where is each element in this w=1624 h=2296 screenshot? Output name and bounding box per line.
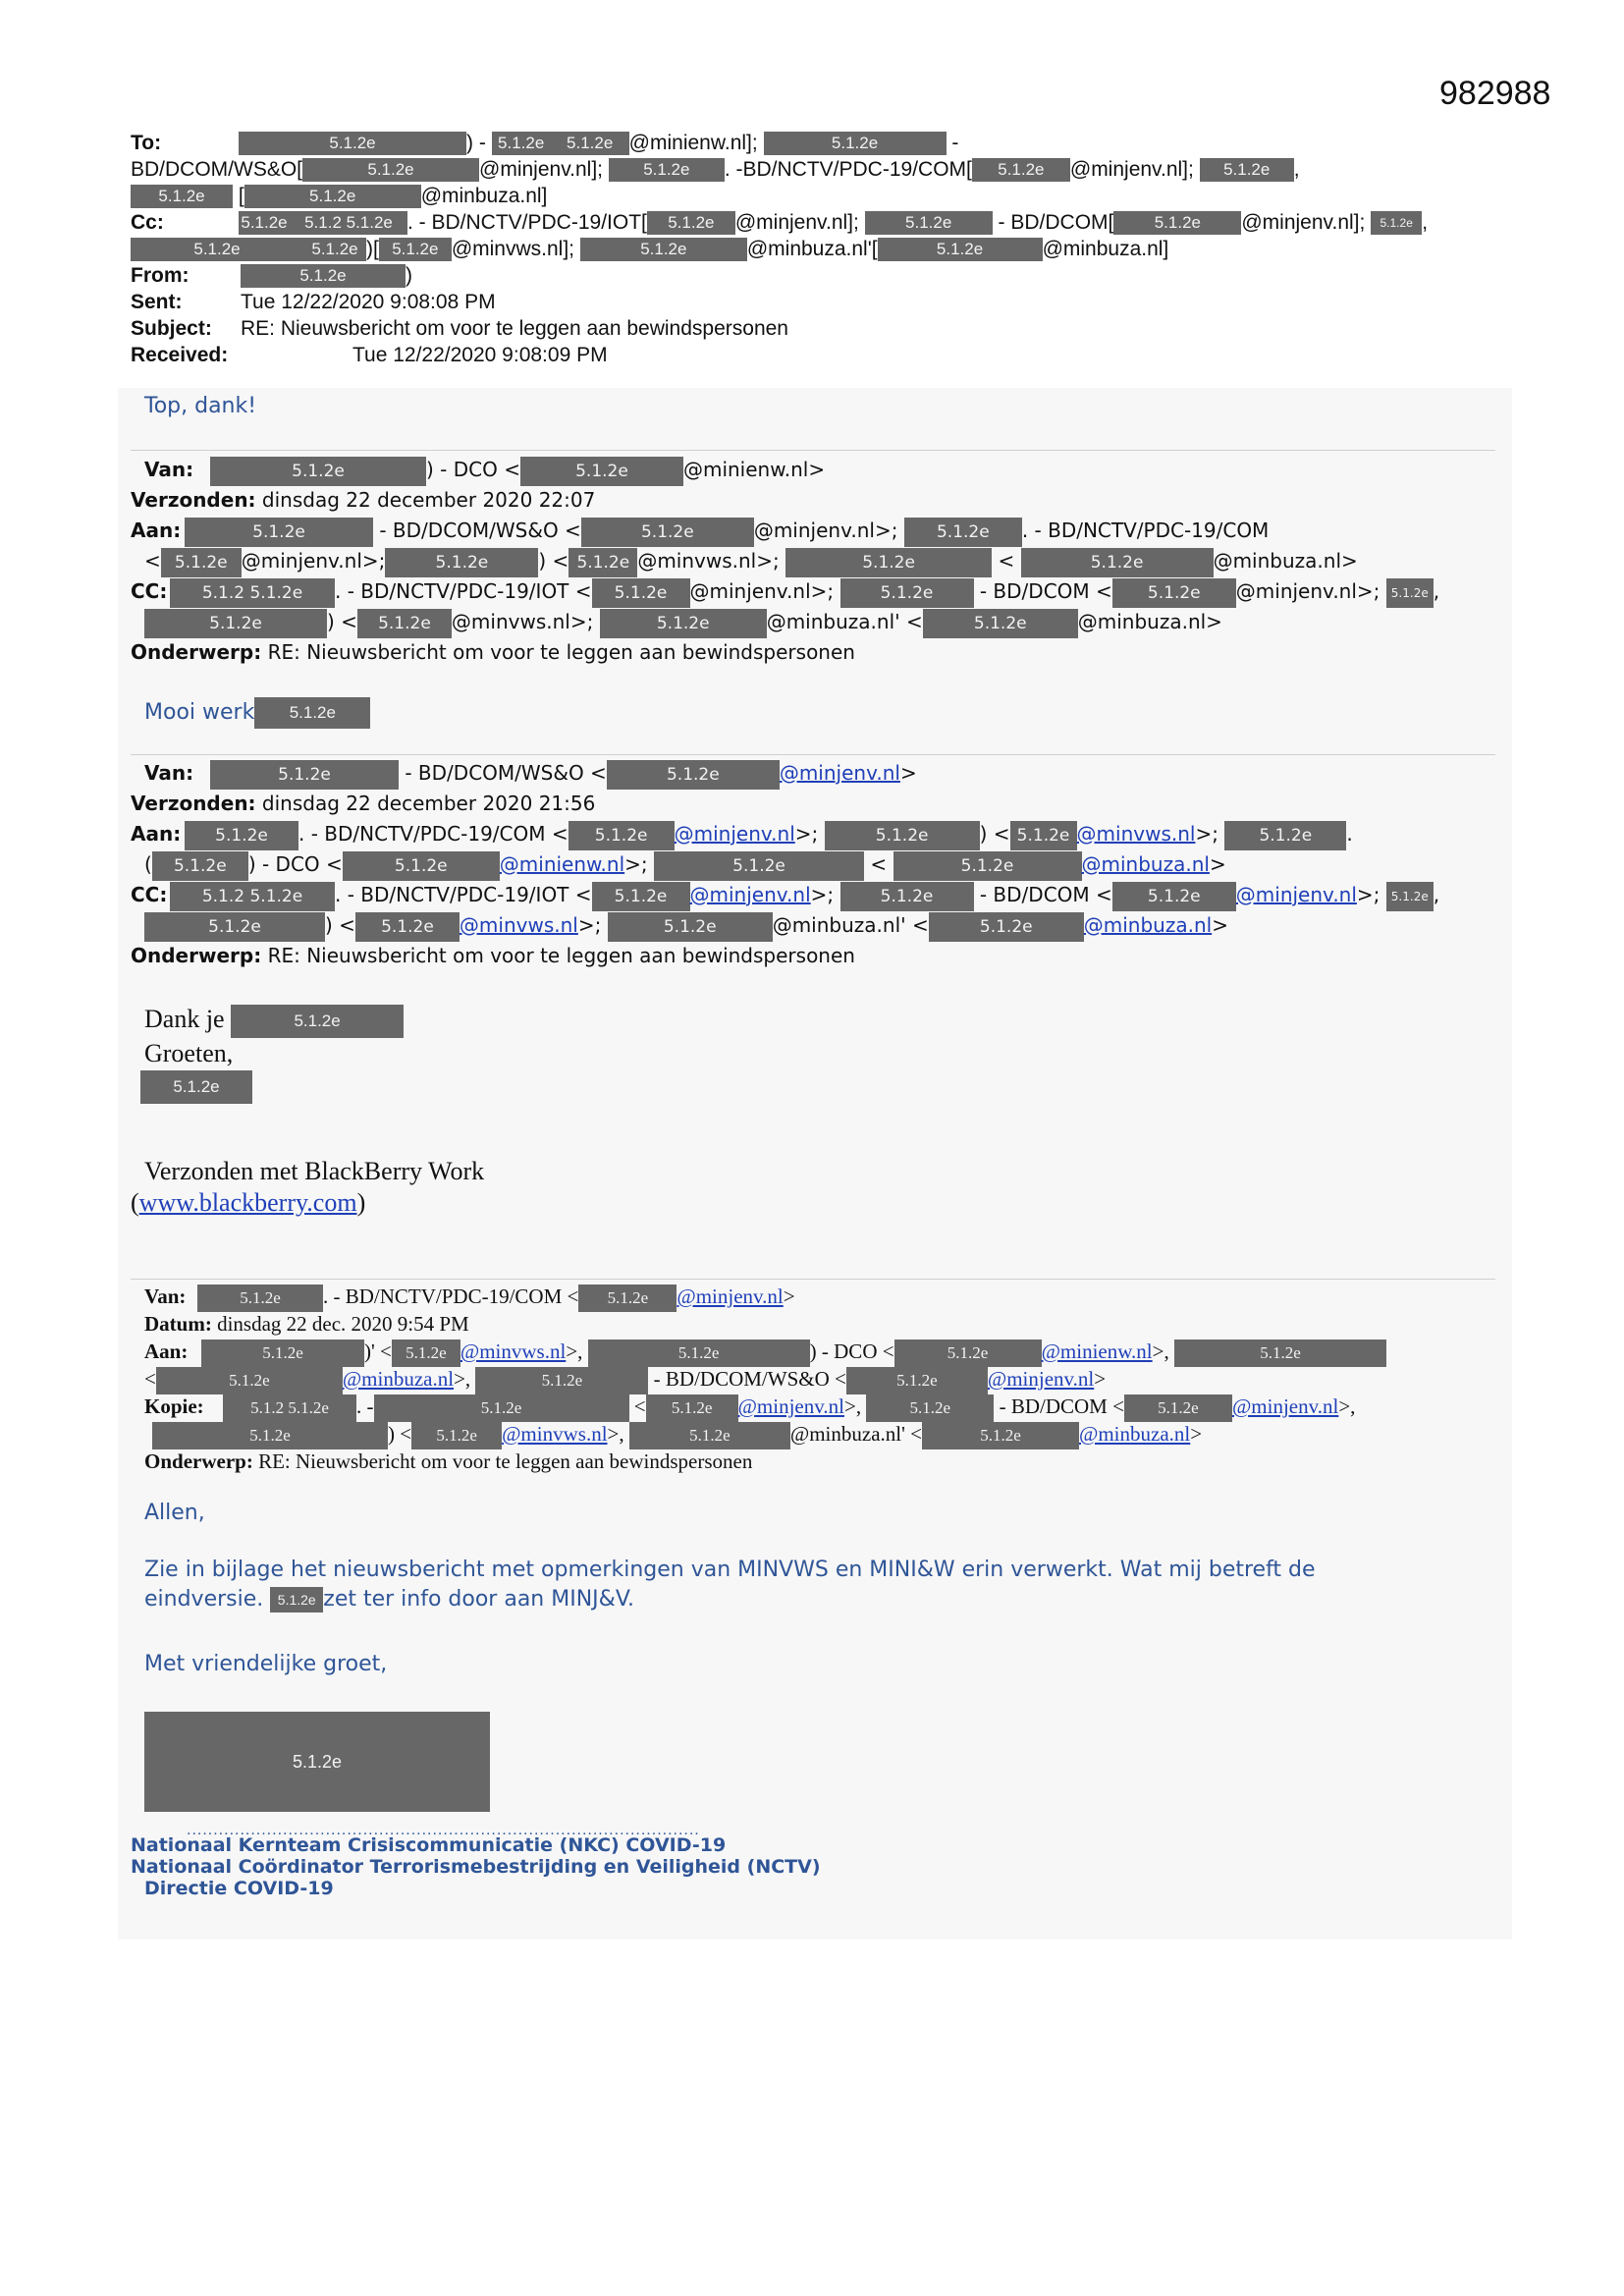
redaction: 5.1.2e <box>1224 821 1346 850</box>
email-link[interactable]: @minjenv.nl <box>674 822 795 846</box>
email-link[interactable]: @minjenv.nl <box>1231 1394 1339 1418</box>
redaction: 5.1.2e <box>1386 578 1434 608</box>
redaction: 5.1.2e <box>608 912 773 942</box>
cc-label: CC: <box>131 883 168 906</box>
redaction: 5.1.2e <box>392 1339 460 1367</box>
message-paragraph: Zie in bijlage het nieuwsbericht met opmerkingen van MINVWS en MINI&W erin verwerkt. Wat mij betreft de eindversie. 5.1.2e zet ter info door aan MINJ&V. <box>144 1558 1316 1612</box>
cc-label: CC: <box>131 579 168 603</box>
redaction: 5.1.2e <box>904 518 1022 547</box>
redaction: 5.1.2e <box>825 821 980 850</box>
redaction: 5.1.2e <box>152 1422 388 1449</box>
redaction: 5.1.2e <box>355 912 460 942</box>
redaction: 5.1.2e <box>379 238 452 261</box>
redaction: 5.1.2e <box>592 882 690 911</box>
email-link[interactable]: @minjenv.nl <box>779 761 900 785</box>
kopie-label: Kopie: <box>144 1394 204 1418</box>
email-text: @minvws.nl>; <box>451 610 594 633</box>
received-value: Tue 12/22/2020 9:08:09 PM <box>352 344 608 366</box>
redaction: 5.1.2e <box>588 1339 810 1367</box>
redaction: 5.1.2e <box>144 912 325 942</box>
redaction: 5.1.2e <box>161 548 242 577</box>
verzonden-label: Verzonden: <box>131 792 256 815</box>
redaction: 5.1.2e <box>654 851 864 881</box>
message-header: Van: 5.1.2e . - BD/NCTV/PDC-19/COM < 5.1.2e @minjenv.nl> Datum: dinsdag 22 dec. 2020 9:54 PM Aan: 5.1.2e )' < 5.1.2e @minvws.nl>, 5.1.2e ) - DCO < 5.1.2e @minienw.nl>, 5.1.2e < 5.1.2e @minbuza.nl>, 5.1.2e - BD/DCOM/WS&O < 5.1.2e @minjenv.nl> Kopie: 5.1.2 5.1.2e . - 5.1.2e < 5.1.2e @minjenv.nl>, 5.1.2e - BD/DCOM < 5.1.2e @minjenv.nl>, 5.1.2e ) < 5.1.2e @minvws.nl>, 5.1.2e @minbuza.nl' < 5.1.2e @minbuza.nl> Onderwerp: RE: Nieuwsbericht om voor te leggen aan bewindspersonen <box>144 1283 1495 1475</box>
redaction: 5.1.2e <box>303 238 366 261</box>
redaction: 5.1.2 5.1.2e <box>290 211 407 235</box>
email-link[interactable]: @minbuza.nl <box>1083 913 1213 937</box>
redaction: 5.1.2e <box>1112 882 1236 911</box>
redaction: 5.1.2e <box>1021 548 1214 577</box>
redaction: 5.1.2e <box>1113 211 1241 235</box>
redaction: 5.1.2e <box>185 518 373 547</box>
redaction: 5.1.2e <box>131 238 303 261</box>
email-link[interactable]: @minjenv.nl <box>1235 883 1357 906</box>
blackberry-signature: Verzonden met BlackBerry Work (www.blackberry.com) <box>131 1157 485 1217</box>
redaction: 5.1.2e <box>578 1285 677 1312</box>
email-text: @minbuza.nl] <box>420 185 548 207</box>
redaction: 5.1.2e <box>894 1339 1042 1367</box>
redaction: 5.1.2e <box>581 518 754 547</box>
redaction: 5.1.2e <box>254 697 370 729</box>
redaction: 5.1.2e <box>764 132 947 155</box>
redaction: 5.1.2e <box>343 851 500 881</box>
redaction: 5.1.2e <box>568 821 675 850</box>
separator <box>131 754 1495 755</box>
onderwerp-label: Onderwerp: <box>144 1449 253 1473</box>
redaction: 5.1.2e <box>241 264 406 288</box>
separator <box>131 450 1495 451</box>
redaction: 5.1.2e <box>840 882 974 911</box>
email-link[interactable]: @minjenv.nl <box>689 883 811 906</box>
email-text: @minjenv.nl]; <box>479 158 603 181</box>
redaction: 5.1.2e <box>580 238 747 261</box>
redaction: 5.1.2e <box>1200 158 1294 182</box>
redaction: 5.1.2e <box>840 578 974 608</box>
email-link[interactable]: @minvws.nl <box>1076 822 1196 846</box>
datum-label: Datum: <box>144 1312 212 1336</box>
redaction: 5.1.2e <box>385 548 538 577</box>
redaction: 5.1.2e <box>647 211 735 235</box>
sent-value: Tue 12/22/2020 9:08:08 PM <box>241 291 496 313</box>
redaction: 5.1.2e <box>492 132 551 155</box>
email-text: @minvws.nl>; <box>637 549 780 573</box>
email-text: @minjenv.nl>; <box>1235 579 1380 603</box>
email-text: @minienw.nl]; <box>628 132 758 154</box>
redaction: 5.1.2e <box>1124 1394 1232 1422</box>
redaction: 5.1.2e <box>210 760 399 790</box>
redaction: 5.1.2e <box>152 851 248 881</box>
redaction: 5.1.2e <box>592 578 690 608</box>
onderwerp-label: Onderwerp: <box>131 640 262 664</box>
email-text: @minienw.nl> <box>682 458 826 481</box>
email-link[interactable]: @minbuza.nl <box>1079 1422 1191 1446</box>
redaction: 5.1.2e <box>929 912 1084 942</box>
email-link[interactable]: @minvws.nl <box>459 913 578 937</box>
redaction: 5.1.2e <box>374 1394 629 1422</box>
subject-value: RE: Nieuwsbericht om voor te leggen aan bewindspersonen <box>241 317 788 340</box>
email-link[interactable]: @minbuza.nl <box>342 1367 455 1391</box>
email-text: @minbuza.nl' < <box>766 610 923 633</box>
top-header: To: 5.1.2e ) - 5.1.2e 5.1.2e @minienw.nl]; 5.1.2e - BD/DCOM/WS&O[ 5.1.2e @minjenv.nl]; 5.1.2e . -BD/NCTV/PDC-19/COM[ 5.1.2e @minjenv.nl]; 5.1.2e , 5.1.2e [ 5.1.2e @minbuza.nl] Cc: 5.1.2e 5.1.2 5.1.2e . - BD/NCTV/PDC-19/IOT[ 5.1.2e @minjenv.nl]; 5.1.2e - BD/DCOM[ 5.1.2e @minjenv.nl]; 5.1.2e , 5.1.2e 5.1.2e )[ 5.1.2e @minvws.nl]; 5.1.2e @minbuza.nl'[ 5.1.2e @minbuza.nl] From: 5.1.2e ) Sent: Tue 12/22/2020 9:08:08 PM Subject: RE: Nieuwsbericht om voor te leggen aan bewindspersonen Received: Tue 12/22/2020 9:08:09 PM <box>131 132 1429 366</box>
message-header: Van: 5.1.2e ) - DCO < 5.1.2e @minienw.nl> Verzonden: dinsdag 22 december 2020 22:07 Aan: 5.1.2e - BD/DCOM/WS&O < 5.1.2e @minjenv.nl>; 5.1.2e . - BD/NCTV/PDC-19/COM < 5.1.2e @minjenv.nl>; 5.1.2e ) < 5.1.2e @minvws.nl>; 5.1.2e < 5.1.2e @minbuza.nl> CC: 5.1.2 5.1.2e . - BD/NCTV/PDC-19/IOT < 5.1.2e @minjenv.nl>; 5.1.2e - BD/DCOM < 5.1.2e @minjenv.nl>; 5.1.2e , 5.1.2e ) < 5.1.2e @minvws.nl>; 5.1.2e @minbuza.nl' < 5.1.2e @minbuza.nl> Onderwerp: RE: Nieuwsbericht om voor te leggen aan bewindspersonen <box>131 455 1495 668</box>
from-label: From: <box>131 264 189 287</box>
email-text: @minjenv.nl>; <box>753 519 898 542</box>
closing: Met vriendelijke groet, <box>144 1652 388 1676</box>
aan-label: Aan: <box>144 1339 189 1363</box>
redaction: 5.1.2e <box>1112 578 1236 608</box>
redaction: 5.1.2e <box>893 851 1082 881</box>
received-label: Received: <box>131 344 229 366</box>
redaction: 5.1.2 5.1.2e <box>170 882 335 911</box>
redaction: 5.1.2e <box>878 238 1043 261</box>
redaction: 5.1.2e <box>1386 882 1434 911</box>
redaction: 5.1.2e <box>210 457 426 486</box>
redaction: 5.1.2e <box>568 548 637 577</box>
email-text: @minbuza.nl> <box>1077 610 1222 633</box>
redaction: 5.1.2e <box>357 609 452 638</box>
redaction: 5.1.2e <box>646 1394 738 1422</box>
redaction: 5.1.2e <box>156 1367 343 1394</box>
redaction: 5.1.2e <box>607 760 780 790</box>
redaction: 5.1.2e <box>475 1367 648 1394</box>
email-text: @minjenv.nl]; <box>1241 211 1366 234</box>
redaction: 5.1.2e <box>270 1587 323 1613</box>
email-link[interactable]: @minjenv.nl <box>987 1367 1095 1391</box>
redaction: 5.1.2e <box>140 1070 252 1104</box>
signature-divider: ................................................................................................ <box>187 1822 700 1838</box>
email-link[interactable]: @minjenv.nl <box>737 1394 844 1418</box>
redaction: 5.1.2e <box>785 548 992 577</box>
message-header: Van: 5.1.2e - BD/DCOM/WS&O < 5.1.2e @minjenv.nl> Verzonden: dinsdag 22 december 2020 21:56 Aan: 5.1.2e . - BD/NCTV/PDC-19/COM < 5.1.2e @minjenv.nl>; 5.1.2e ) < 5.1.2e @minvws.nl>; 5.1.2e . ( 5.1.2e ) - DCO < 5.1.2e @minienw.nl>; 5.1.2e < 5.1.2e @minbuza.nl> CC: 5.1.2 5.1.2e . - BD/NCTV/PDC-19/IOT < 5.1.2e @minjenv.nl>; 5.1.2e - BD/DCOM < 5.1.2e @minjenv.nl>; 5.1.2e , 5.1.2e ) < 5.1.2e @minvws.nl>; 5.1.2e @minbuza.nl' < 5.1.2e @minbuza.nl> Onderwerp: RE: Nieuwsbericht om voor te leggen aan bewindspersonen <box>131 758 1495 971</box>
redaction: 5.1.2e <box>144 609 327 638</box>
van-label: Van: <box>144 1285 187 1308</box>
redaction: 5.1.2e <box>609 158 725 182</box>
email-text: @minjenv.nl]; <box>734 211 859 234</box>
redaction: 5.1.2e <box>201 1339 364 1367</box>
greeting: Allen, <box>144 1501 205 1525</box>
email-link[interactable]: @minienw.nl <box>499 852 625 876</box>
redaction: 5.1.2e <box>302 158 479 182</box>
redaction: 5.1.2 5.1.2e <box>223 1394 356 1422</box>
email-text: @minvws.nl]; <box>451 238 574 260</box>
email-text: @minbuza.nl> <box>1213 549 1358 573</box>
email-text: @minjenv.nl>; <box>241 549 386 573</box>
email-text: @minbuza.nl] <box>1042 238 1169 260</box>
email-text: @minjenv.nl>; <box>689 579 835 603</box>
redaction: 5.1.2e <box>231 1005 404 1038</box>
redaction: 5.1.2e <box>411 1422 502 1449</box>
redaction: 5.1.2e <box>846 1367 988 1394</box>
message-body: Dank je 5.1.2e Groeten, 5.1.2e <box>144 1004 404 1104</box>
signature: Nationaal Kernteam Crisiscommunicatie (NKC) COVID-19 Nationaal Coördinator Terrorismebestrijding en Veiligheid (NCTV) Directie COVID-19 <box>131 1834 821 1899</box>
aan-label: Aan: <box>131 519 182 542</box>
redaction: 5.1.2e <box>972 158 1070 182</box>
redaction: 5.1.2e <box>197 1285 323 1312</box>
document-number: 982988 <box>1439 75 1551 112</box>
to-label: To: <box>131 132 162 154</box>
aan-label: Aan: <box>131 822 182 846</box>
email-link[interactable]: @minvws.nl <box>460 1339 567 1363</box>
redaction: 5.1.2e <box>865 211 993 235</box>
redaction: 5.1.2e <box>185 821 298 850</box>
separator <box>131 1279 1495 1280</box>
onderwerp-label: Onderwerp: <box>131 944 262 967</box>
redaction: 5.1.2e <box>239 211 290 235</box>
cc-label: Cc: <box>131 211 164 234</box>
van-label: Van: <box>144 761 194 785</box>
van-label: Van: <box>144 458 194 481</box>
redaction: 5.1.2e <box>244 185 421 208</box>
redaction: 5.1.2e <box>239 132 466 155</box>
email-text: @minjenv.nl]; <box>1069 158 1194 181</box>
subject-label: Subject: <box>131 317 212 340</box>
redaction: 5.1.2e <box>600 609 767 638</box>
email-text: @minbuza.nl' < <box>772 913 929 937</box>
email-text: @minbuza.nl'[ <box>746 238 878 260</box>
email-text: @minbuza.nl' < <box>789 1422 922 1446</box>
redaction: 5.1.2 5.1.2e <box>170 578 335 608</box>
redaction: 5.1.2e <box>1174 1339 1386 1367</box>
email-link[interactable]: @minvws.nl <box>502 1422 608 1446</box>
redaction: 5.1.2e <box>551 132 629 155</box>
email-link[interactable]: @minbuza.nl <box>1081 852 1210 876</box>
message-body: Mooi werk 5.1.2e <box>144 697 370 729</box>
redaction: 5.1.2e <box>922 1422 1079 1449</box>
redaction: 5.1.2e <box>1010 821 1077 850</box>
email-link[interactable]: @minjenv.nl <box>677 1285 784 1308</box>
email-link[interactable]: @minienw.nl <box>1041 1339 1153 1363</box>
redaction: 5.1.2e <box>1371 211 1422 235</box>
message-body: Top, dank! <box>144 394 257 418</box>
redaction: 5.1.2e <box>629 1422 790 1449</box>
redaction: 5.1.2e <box>923 609 1078 638</box>
verzonden-label: Verzonden: <box>131 488 256 512</box>
blackberry-link[interactable]: www.blackberry.com <box>138 1188 357 1217</box>
redaction: 5.1.2e <box>866 1394 994 1422</box>
redaction: 5.1.2e <box>131 185 233 208</box>
sent-label: Sent: <box>131 291 183 313</box>
redaction: 5.1.2e <box>520 457 683 486</box>
redaction: 5.1.2e <box>144 1712 490 1812</box>
